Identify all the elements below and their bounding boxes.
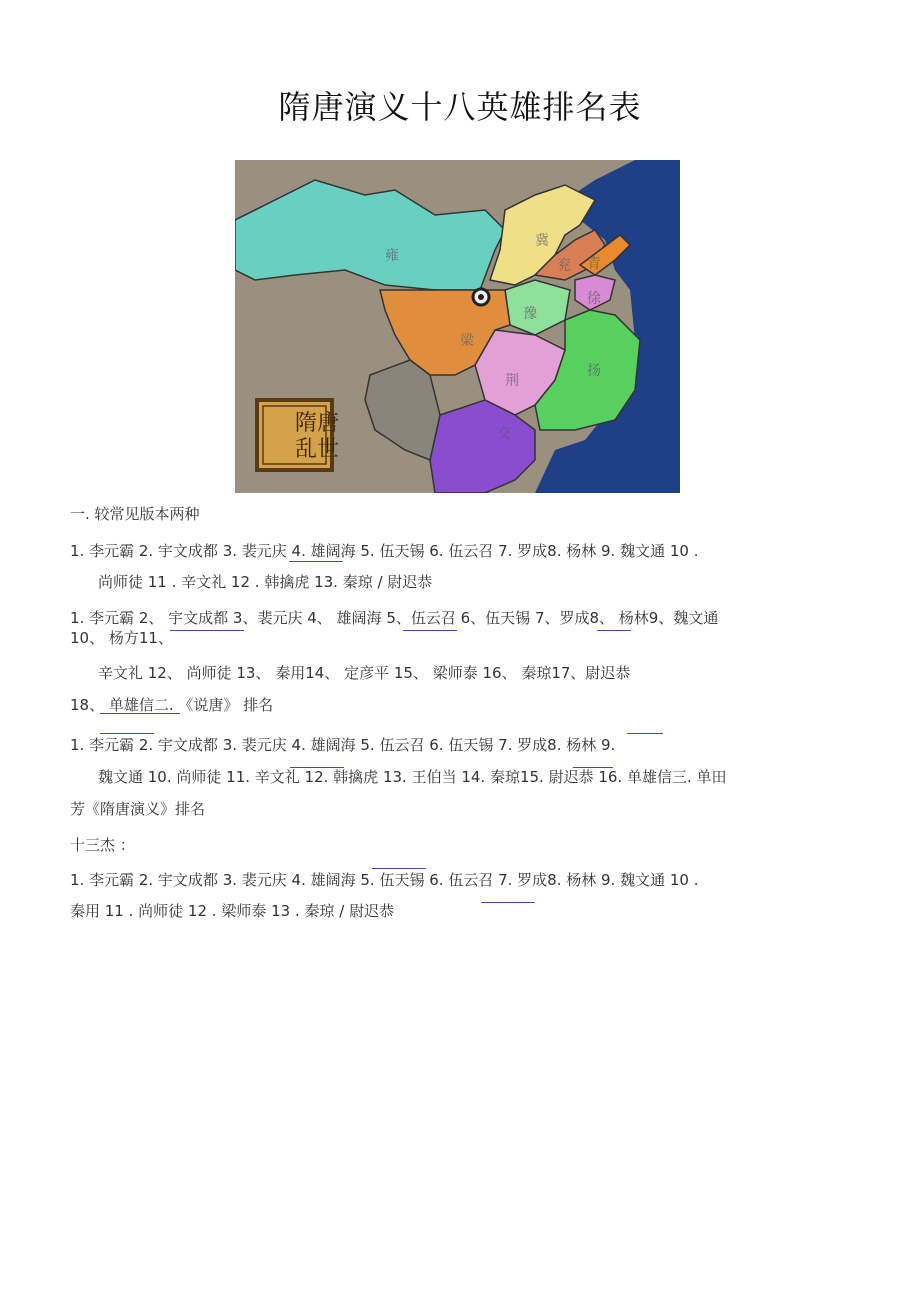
- svg-text:冀: 冀: [535, 234, 549, 249]
- underline-mark: [100, 713, 180, 714]
- ranking-line: 魏文通 10. 尚师徒 11. 辛文礼 12. 韩擒虎 13. 王伯当 14. 秦琼15. 尉迟恭 16. 单雄信三. 单田: [98, 768, 727, 786]
- underline-mark: [403, 630, 457, 631]
- ranking-line: 尚师徒 11 . 辛文礼 12 . 韩擒虎 13. 秦琼 / 尉迟恭: [98, 573, 433, 591]
- underline-mark: [170, 630, 244, 631]
- underline-mark: [573, 767, 613, 768]
- map-image: [235, 160, 680, 493]
- underline-mark: [290, 767, 344, 768]
- underline-mark: [597, 630, 631, 631]
- svg-text:乱世: 乱世: [295, 436, 340, 461]
- ranking-line: 1. 李元霸 2. 宇文成都 3. 裴元庆 4. 雄阔海 5. 伍天锡 6. 伍云召 7. 罗成8. 杨林 9. 魏文通 10 .: [70, 542, 699, 560]
- svg-text:扬: 扬: [587, 364, 601, 379]
- svg-text:荆: 荆: [505, 374, 519, 389]
- svg-text:徐: 徐: [587, 292, 601, 307]
- svg-text:雍: 雍: [385, 249, 399, 264]
- underline-mark: [100, 733, 154, 734]
- section1-heading: 一. 较常见版本两种: [70, 505, 200, 523]
- svg-text:豫: 豫: [523, 307, 537, 322]
- ranking-line: 18、 单雄信二. 《说唐》 排名: [70, 696, 274, 714]
- ranking-line: 10、 杨方11、: [70, 629, 173, 647]
- svg-text:梁: 梁: [460, 334, 474, 349]
- underline-mark: [627, 733, 663, 734]
- ranking-line: 1. 李元霸 2. 宇文成都 3. 裴元庆 4. 雄阔海 5. 伍天锡 6. 伍云召 7. 罗成8. 杨林 9. 魏文通 10 .: [70, 871, 699, 889]
- svg-text:交: 交: [497, 427, 511, 442]
- underline-mark: [289, 561, 343, 562]
- ranking-line: 辛文礼 12、 尚师徒 13、 秦用14、 定彦平 15、 梁师泰 16、 秦琼17、尉迟恭: [98, 664, 631, 682]
- ranking-line: 1. 李元霸 2. 宇文成都 3. 裴元庆 4. 雄阔海 5. 伍云召 6. 伍天锡 7. 罗成8. 杨林 9.: [70, 736, 616, 754]
- underline-mark: [372, 868, 426, 869]
- ranking-line: 1. 李元霸 2、 宇文成都 3、裴元庆 4、 雄阔海 5、伍云召 6、伍天锡 7、罗成8、 杨林9、魏文通: [70, 609, 719, 627]
- ranking-line: 芳《隋唐演义》排名: [70, 800, 206, 818]
- svg-text:隋唐: 隋唐: [295, 410, 340, 435]
- section3-subheading: 十三杰 ：: [70, 836, 135, 854]
- underline-mark: [481, 902, 535, 903]
- page-title: 隋唐演义十八英雄排名表: [278, 88, 642, 126]
- svg-text:兖: 兖: [557, 259, 571, 274]
- ranking-line: 秦用 11 . 尚师徒 12 . 梁师泰 13 . 秦琼 / 尉迟恭: [70, 902, 395, 920]
- svg-text:青: 青: [587, 257, 601, 272]
